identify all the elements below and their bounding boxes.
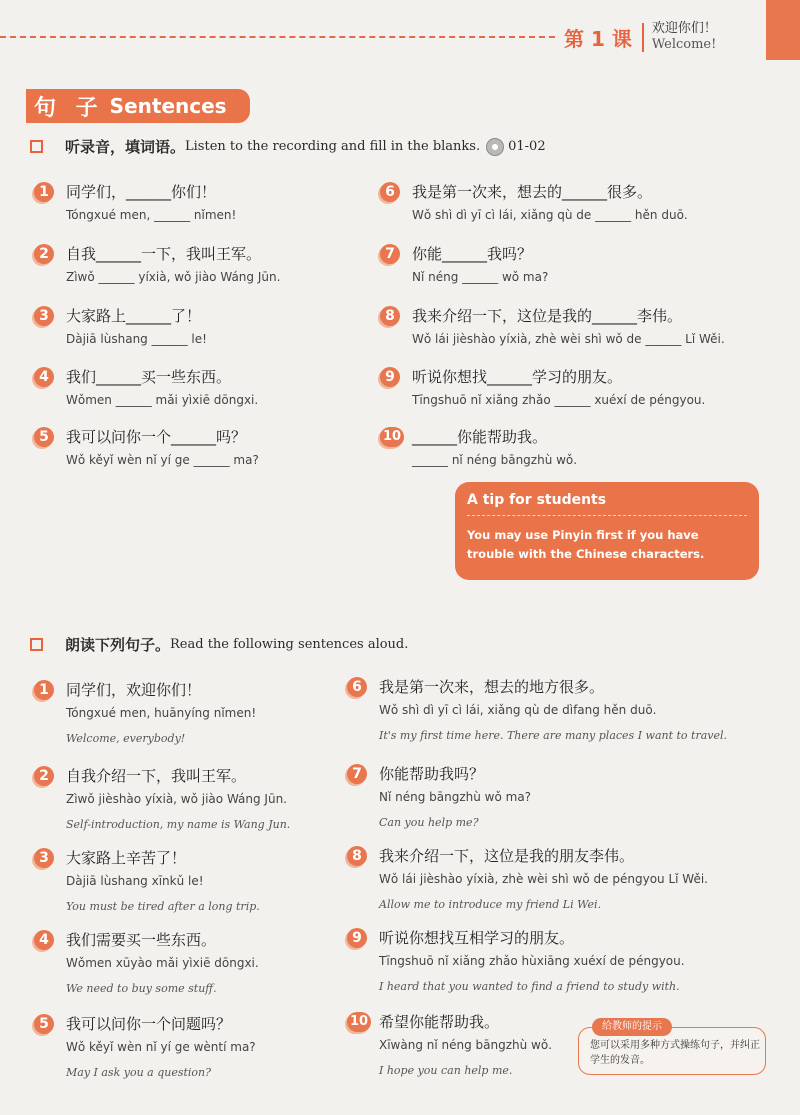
section-banner bbox=[26, 89, 250, 123]
item-english: Can you help me? bbox=[379, 816, 479, 829]
item-number: 5 bbox=[34, 1014, 54, 1034]
checkbox-square-icon bbox=[30, 140, 43, 153]
item-english: May I ask you a question? bbox=[66, 1066, 212, 1079]
item-hanzi: 我们______买一些东西。 bbox=[66, 368, 232, 386]
item-number: 8 bbox=[347, 846, 367, 866]
item-number: 9 bbox=[347, 928, 367, 948]
item-hanzi: 你能______我吗？ bbox=[412, 245, 533, 263]
item-pinyin: Zìwǒ jièshào yíxià, wǒ jiào Wáng Jūn. bbox=[66, 792, 287, 806]
audio-disc-icon[interactable] bbox=[486, 138, 504, 156]
tip-text: You may use Pinyin first if you have trouble with the Chinese characters. bbox=[467, 528, 705, 561]
item-number: 8 bbox=[380, 306, 400, 326]
item-hanzi: 我来介绍一下，这位是我的朋友李伟。 bbox=[379, 847, 635, 865]
tip-title: A tip for students bbox=[467, 492, 607, 508]
item-english: Welcome, everybody! bbox=[66, 732, 186, 745]
item-hanzi: 希望你能帮助我。 bbox=[379, 1013, 500, 1031]
item-hanzi: 我可以问你一个______吗？ bbox=[66, 428, 247, 446]
item-hanzi: 听说你想找互相学习的朋友。 bbox=[379, 929, 575, 947]
item-english: We need to buy some stuff. bbox=[66, 982, 217, 995]
exercise1-instruction bbox=[30, 136, 546, 157]
item-number: 6 bbox=[347, 677, 367, 697]
header-dash-line bbox=[0, 36, 555, 38]
item-hanzi: 你能帮助我吗？ bbox=[379, 765, 485, 783]
teacher-note-title: 给教师的提示 bbox=[592, 1018, 672, 1036]
item-pinyin: Wǒ shì dì yī cì lái, xiǎng qù de dìfang hěn duō. bbox=[379, 703, 657, 717]
item-number: 10 bbox=[380, 427, 404, 447]
teacher-note bbox=[578, 1018, 770, 1076]
item-pinyin: Wǒ kěyǐ wèn nǐ yí ge wèntí ma? bbox=[66, 1040, 256, 1054]
lesson-header bbox=[564, 20, 717, 54]
item-number: 7 bbox=[380, 244, 400, 264]
item-number: 1 bbox=[34, 182, 54, 202]
exercise2-instruction-en: Read the following sentences aloud. bbox=[170, 637, 409, 652]
item-number: 10 bbox=[347, 1012, 371, 1032]
item-hanzi: 大家路上辛苦了！ bbox=[66, 849, 187, 867]
item-number: 4 bbox=[34, 367, 54, 387]
item-hanzi: 自我______一下，我叫王军。 bbox=[66, 245, 262, 263]
section-title-en: Sentences bbox=[109, 94, 227, 118]
item-number: 3 bbox=[34, 848, 54, 868]
lesson-title-en: Welcome! bbox=[651, 37, 717, 52]
item-hanzi: 我是第一次来，想去的______很多。 bbox=[412, 183, 653, 201]
item-pinyin: Wǒ shì dì yī cì lái, xiǎng qù de ______ hěn duō. bbox=[412, 208, 688, 222]
item-hanzi: 我是第一次来，想去的地方很多。 bbox=[379, 678, 605, 696]
item-hanzi: 同学们，______你们！ bbox=[66, 183, 217, 201]
item-english: You must be tired after a long trip. bbox=[66, 900, 260, 913]
item-number: 1 bbox=[34, 680, 54, 700]
item-pinyin: Nǐ néng ______ wǒ ma? bbox=[412, 270, 549, 284]
section-title-cn: 句 子 bbox=[34, 95, 104, 121]
exercise1-instruction-en: Listen to the recording and fill in the blanks. bbox=[185, 139, 481, 154]
tip-divider bbox=[467, 515, 747, 516]
student-tip-box bbox=[455, 482, 759, 580]
item-pinyin: Tóngxué men, ______ nǐmen! bbox=[66, 208, 237, 222]
item-pinyin: Dàjiā lùshang ______ le! bbox=[66, 332, 207, 346]
item-pinyin: ______ nǐ néng bāngzhù wǒ. bbox=[412, 453, 578, 467]
item-pinyin: Wǒ lái jièshào yíxià, zhè wèi shì wǒ de péngyou Lǐ Wěi. bbox=[379, 872, 708, 886]
item-pinyin: Wǒ kěyǐ wèn nǐ yí ge ______ ma? bbox=[66, 453, 259, 467]
lesson-title-cn: 欢迎你们！ bbox=[651, 21, 717, 36]
exercise2-instruction bbox=[30, 634, 408, 655]
item-hanzi: 同学们，欢迎你们！ bbox=[66, 681, 202, 699]
lesson-title bbox=[644, 21, 717, 53]
teacher-note-text: 您可以采用多种方式操练句子，并纠正学生的发音。 bbox=[590, 1040, 760, 1066]
item-english: I heard that you wanted to find a friend to study with. bbox=[379, 980, 680, 993]
item-pinyin: Xīwàng nǐ néng bāngzhù wǒ. bbox=[379, 1038, 553, 1052]
item-number: 3 bbox=[34, 306, 54, 326]
item-hanzi: 自我介绍一下，我叫王军。 bbox=[66, 767, 247, 785]
exercise1-instruction-cn: 听录音，填词语。 bbox=[65, 138, 186, 156]
item-pinyin: Tóngxué men, huānyíng nǐmen! bbox=[66, 706, 257, 720]
item-hanzi: 我们需要买一些东西。 bbox=[66, 931, 217, 949]
item-pinyin: Wǒmen ______ mǎi yìxiē dōngxi. bbox=[66, 393, 259, 407]
item-number: 2 bbox=[34, 244, 54, 264]
item-english: Allow me to introduce my friend Li Wei. bbox=[379, 898, 602, 911]
lesson-number: 第 1 课 bbox=[564, 23, 644, 52]
item-hanzi: 我来介绍一下，这位是我的______李伟。 bbox=[412, 307, 683, 325]
item-pinyin: Dàjiā lùshang xīnkǔ le! bbox=[66, 874, 204, 888]
track-number: 01-02 bbox=[508, 139, 546, 154]
item-number: 9 bbox=[380, 367, 400, 387]
page-corner-tab bbox=[766, 0, 800, 60]
item-pinyin: Tīngshuō nǐ xiǎng zhǎo hùxiāng xuéxí de péngyou. bbox=[379, 954, 685, 968]
item-number: 4 bbox=[34, 930, 54, 950]
checkbox-square-icon bbox=[30, 638, 43, 651]
item-hanzi: ______你能帮助我。 bbox=[412, 428, 548, 446]
item-pinyin: Wǒmen xūyào mǎi yìxiē dōngxi. bbox=[66, 956, 259, 970]
item-number: 6 bbox=[380, 182, 400, 202]
item-hanzi: 听说你想找______学习的朋友。 bbox=[412, 368, 623, 386]
item-number: 5 bbox=[34, 427, 54, 447]
item-hanzi: 我可以问你一个问题吗？ bbox=[66, 1015, 232, 1033]
item-english: It's my first time here. There are many places I want to travel. bbox=[379, 729, 728, 742]
item-english: Self-introduction, my name is Wang Jun. bbox=[66, 818, 291, 831]
item-pinyin: Zìwǒ ______ yíxià, wǒ jiào Wáng Jūn. bbox=[66, 270, 281, 284]
item-pinyin: Nǐ néng bāngzhù wǒ ma? bbox=[379, 790, 532, 804]
item-pinyin: Tīngshuō nǐ xiǎng zhǎo ______ xuéxí de péngyou. bbox=[412, 393, 706, 407]
item-number: 7 bbox=[347, 764, 367, 784]
item-hanzi: 大家路上______了！ bbox=[66, 307, 202, 325]
exercise2-instruction-cn: 朗读下列句子。 bbox=[65, 636, 171, 654]
item-english: I hope you can help me. bbox=[379, 1064, 513, 1077]
item-number: 2 bbox=[34, 766, 54, 786]
item-pinyin: Wǒ lái jièshào yíxià, zhè wèi shì wǒ de ______ Lǐ Wěi. bbox=[412, 332, 725, 346]
